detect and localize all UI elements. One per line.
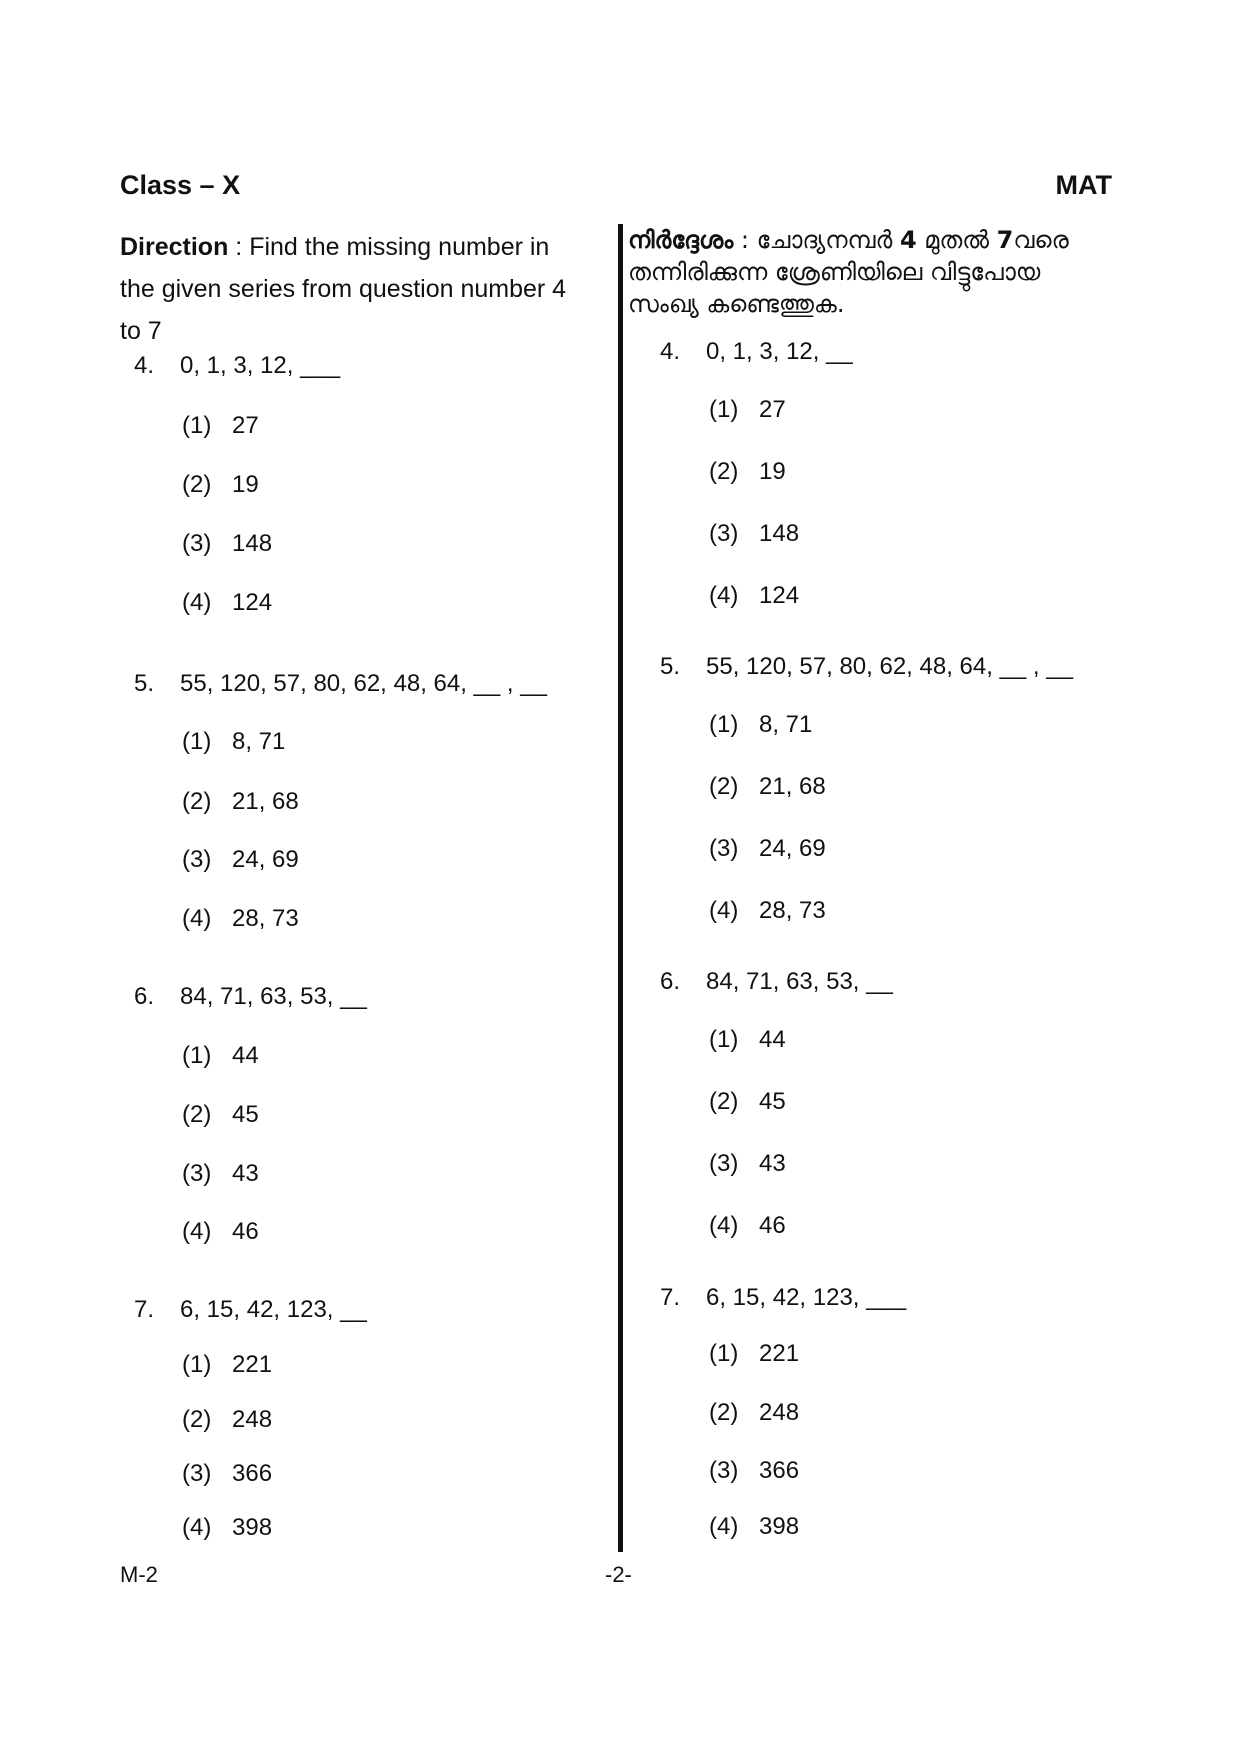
option-label: (4)	[182, 905, 212, 932]
option-label: (2)	[709, 773, 739, 800]
class-label: Class – X	[120, 170, 241, 200]
direction-malayalam	[628, 224, 1113, 320]
question-number: 4.	[660, 338, 681, 365]
option-label: (2)	[182, 1101, 212, 1128]
option-value: 44	[232, 1042, 259, 1069]
option-label: (1)	[709, 1340, 739, 1367]
direction-ml-num-2: 7	[996, 226, 1014, 254]
option-label: (1)	[182, 1042, 212, 1069]
option-item	[709, 1026, 786, 1054]
option-item	[182, 846, 299, 874]
option-item	[709, 1513, 799, 1541]
option-item	[709, 582, 799, 610]
option-label: (1)	[182, 728, 212, 755]
option-value: 21, 68	[232, 788, 299, 815]
option-value: 21, 68	[759, 773, 826, 800]
option-item	[709, 520, 799, 548]
option-value: 28, 73	[759, 897, 826, 924]
option-value: 46	[759, 1212, 786, 1239]
option-label: (3)	[709, 1457, 739, 1484]
option-item	[709, 1340, 799, 1368]
question-4	[660, 338, 853, 366]
option-item	[182, 1160, 259, 1188]
option-value: 124	[232, 589, 273, 616]
option-value: 46	[232, 1218, 259, 1245]
option-value: 45	[759, 1088, 786, 1115]
option-item	[709, 711, 812, 739]
option-label: (3)	[709, 835, 739, 862]
option-label: (2)	[182, 471, 212, 498]
option-item	[709, 1088, 786, 1116]
option-value: 366	[232, 1460, 273, 1487]
option-label: (1)	[709, 396, 739, 423]
option-value: 45	[232, 1101, 259, 1128]
question-number: 5.	[134, 670, 155, 697]
option-value: 43	[759, 1150, 786, 1177]
subject-label: MAT	[1055, 170, 1112, 200]
question-number: 6.	[660, 968, 681, 995]
option-item	[709, 396, 786, 424]
option-item	[709, 835, 826, 863]
option-item	[709, 773, 826, 801]
option-item	[182, 471, 259, 499]
option-label: (1)	[709, 1026, 739, 1053]
question-5	[134, 670, 547, 698]
question-text: 55, 120, 57, 80, 62, 48, 64, __ , __	[180, 670, 547, 697]
question-7	[660, 1284, 906, 1312]
option-label: (2)	[709, 1399, 739, 1426]
question-7	[134, 1296, 367, 1324]
option-label: (1)	[182, 1351, 212, 1378]
direction-ml-text-2: മുതൽ	[916, 226, 997, 254]
option-item	[182, 412, 259, 440]
question-6	[660, 968, 893, 996]
option-item	[182, 1042, 259, 1070]
question-text: 84, 71, 63, 53, __	[706, 968, 893, 995]
option-label: (4)	[709, 1212, 739, 1239]
option-value: 248	[232, 1406, 273, 1433]
option-label: (2)	[182, 788, 212, 815]
question-number: 6.	[134, 983, 155, 1010]
option-value: 27	[232, 412, 259, 439]
option-label: (1)	[709, 711, 739, 738]
option-value: 24, 69	[759, 835, 826, 862]
direction-ml-label: നിർദ്ദേശം	[628, 226, 734, 254]
option-value: 27	[759, 396, 786, 423]
option-label: (2)	[182, 1406, 212, 1433]
question-text: 0, 1, 3, 12, __	[706, 338, 853, 365]
direction-ml-num-1: 4	[899, 226, 917, 254]
option-value: 43	[232, 1160, 259, 1187]
option-label: (3)	[182, 1160, 212, 1187]
option-item	[709, 1150, 786, 1178]
option-label: (2)	[709, 458, 739, 485]
option-item	[709, 458, 786, 486]
option-label: (2)	[709, 1088, 739, 1115]
option-item	[182, 728, 285, 756]
question-number: 7.	[660, 1284, 681, 1311]
option-item	[182, 530, 272, 558]
paper-code: M-2	[120, 1562, 158, 1587]
option-value: 8, 71	[759, 711, 813, 738]
option-label: (3)	[709, 1150, 739, 1177]
direction-ml-text-1: : ചോദ്യനമ്പർ	[733, 226, 900, 254]
option-value: 28, 73	[232, 905, 299, 932]
question-number: 7.	[134, 1296, 155, 1323]
option-item	[182, 1351, 272, 1379]
option-label: (3)	[709, 520, 739, 547]
column-divider	[618, 224, 623, 1552]
question-text: 84, 71, 63, 53, __	[180, 983, 367, 1010]
option-item	[182, 905, 299, 933]
option-value: 124	[759, 582, 800, 609]
option-label: (3)	[182, 1460, 212, 1487]
question-number: 4.	[134, 352, 155, 379]
option-item	[709, 1212, 786, 1240]
option-label: (4)	[709, 1513, 739, 1540]
option-item	[182, 788, 299, 816]
option-label: (3)	[182, 530, 212, 557]
option-item	[709, 1457, 799, 1485]
option-value: 221	[232, 1351, 273, 1378]
option-value: 398	[232, 1514, 273, 1541]
option-label: (1)	[182, 412, 212, 439]
option-value: 8, 71	[232, 728, 286, 755]
option-value: 398	[759, 1513, 800, 1540]
direction-english	[120, 226, 590, 352]
question-number: 5.	[660, 653, 681, 680]
direction-ml-text-3: വരെ തന്നിരിക്കുന്ന ശ്രേണിയിലെ വിട്ടുപോയ സംഖ്യ കണ്ടെത്തുക.	[628, 226, 1069, 318]
option-item	[182, 1218, 259, 1246]
option-item	[182, 1514, 272, 1542]
option-label: (4)	[709, 582, 739, 609]
question-text: 55, 120, 57, 80, 62, 48, 64, __ , __	[706, 653, 1073, 680]
direction-text: : Find the missing number in the given series from question number 4 to 7	[120, 233, 567, 345]
question-text: 6, 15, 42, 123, ___	[706, 1284, 907, 1311]
option-value: 248	[759, 1399, 800, 1426]
option-value: 44	[759, 1026, 786, 1053]
page-number: -2-	[605, 1562, 632, 1587]
question-text: 6, 15, 42, 123, __	[180, 1296, 367, 1323]
option-label: (4)	[182, 589, 212, 616]
option-value: 24, 69	[232, 846, 299, 873]
option-item	[182, 589, 272, 617]
option-label: (4)	[182, 1514, 212, 1541]
option-value: 221	[759, 1340, 800, 1367]
option-label: (3)	[182, 846, 212, 873]
direction-label: Direction	[120, 233, 229, 261]
option-item	[709, 1399, 799, 1427]
option-item	[182, 1406, 272, 1434]
option-value: 148	[759, 520, 800, 547]
option-value: 366	[759, 1457, 800, 1484]
option-item	[182, 1460, 272, 1488]
question-text: 0, 1, 3, 12, ___	[180, 352, 341, 379]
question-4	[134, 352, 340, 380]
question-5	[660, 653, 1073, 681]
option-item	[709, 897, 826, 925]
option-label: (4)	[182, 1218, 212, 1245]
option-label: (4)	[709, 897, 739, 924]
option-item	[182, 1101, 259, 1129]
option-value: 19	[232, 471, 259, 498]
option-value: 148	[232, 530, 273, 557]
option-value: 19	[759, 458, 786, 485]
question-6	[134, 983, 367, 1011]
